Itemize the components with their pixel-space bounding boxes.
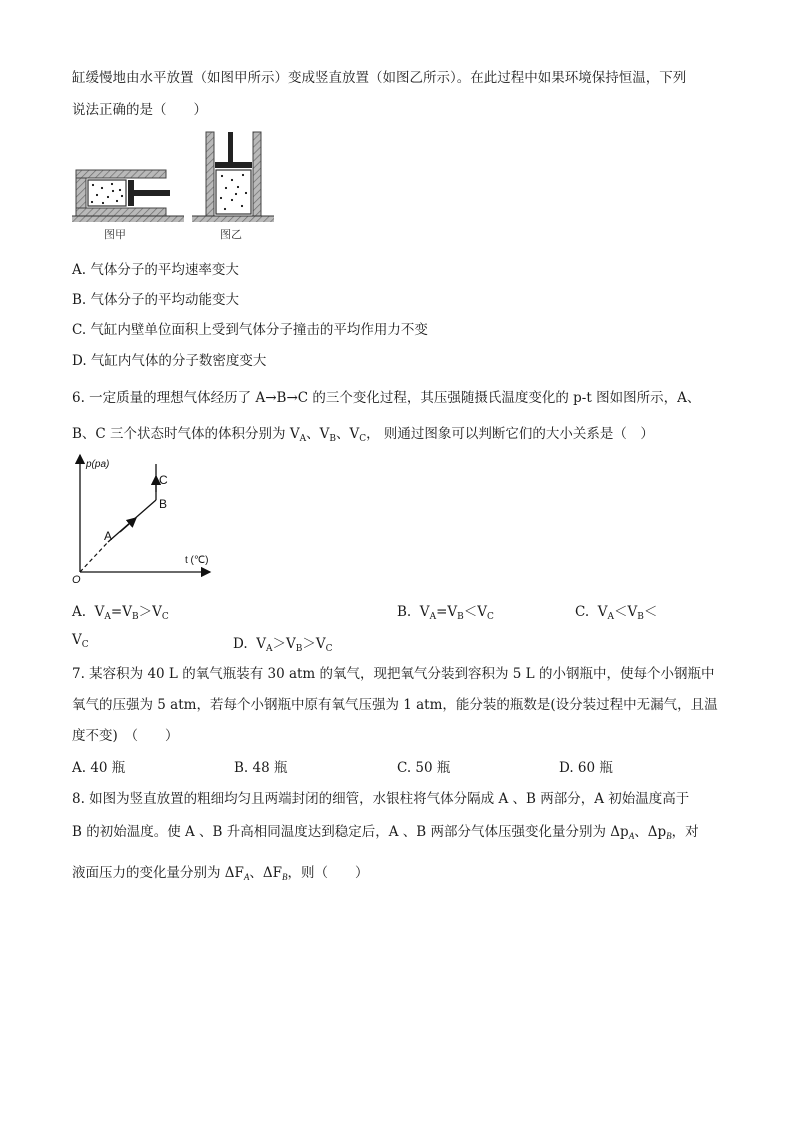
p-t-graph — [68, 450, 228, 585]
y-axis-label: p(pa) — [86, 459, 110, 470]
q6-option-d: D. $V_A>V_B>V_C$ — [233, 636, 333, 654]
q6-option-b: B. $V_A=V_B<V_C$ — [397, 604, 494, 622]
q5-option-d: D. 气缸内气体的分子数密度变大 — [72, 353, 267, 369]
q8-stem-line-3: 液面压力的变化量分别为 $\Delta F_A$、$\Delta F_B$，则（ ） — [72, 865, 369, 882]
q6-stem-line-2: B、C 三个状态时气体的体积分别为 $V_A$、$V_B$、$V_C$， 则通过图象可以判断它们的大小关系是（ ） — [72, 426, 654, 444]
q5-option-b: B. 气体分子的平均动能变大 — [72, 292, 240, 308]
q8-stem-line-3-head: 液面压力的变化量分别为 ΔF — [72, 865, 244, 881]
q7-stem-line-3: 度不变) （ ） — [72, 728, 179, 744]
q5-option-c: C. 气缸内壁单位面积上受到气体分子撞击的平均作用力不变 — [72, 322, 428, 338]
q6-option-c-continued: $V_C$ — [72, 632, 89, 650]
figure-label-right: 图乙 — [220, 229, 242, 241]
q6-option-c: C. $V_A<V_B<$ — [575, 604, 658, 622]
q7-option-d: D. 60 瓶 — [559, 760, 613, 776]
q5-stem-line-1: 缸缓慢地由水平放置（如图甲所示）变成竖直放置（如图乙所示）。在此过程中如果环境保持恒温，下列 — [72, 70, 687, 86]
point-label-c: C — [159, 473, 168, 487]
q6-stem-line-1: 6. 一定质量的理想气体经历了 A→B→C 的三个变化过程，其压强随摄氏温度变化的 p-t 图如图所示，A、 — [72, 390, 701, 406]
x-axis-label: t (℃) — [185, 555, 209, 566]
q8-stem-line-1: 8. 如图为竖直放置的粗细均匀且两端封闭的细管，水银柱将气体分隔成 A 、B 两部分，A 初始温度高于 — [72, 791, 690, 807]
q7-stem-line-1: 7. 某容积为 40 L 的氧气瓶装有 30 atm 的氧气，现把氧气分装到容积为 5 L 的小钢瓶中，使每个小钢瓶中 — [72, 666, 715, 682]
vertical-cylinder-diagram — [192, 132, 274, 222]
q5-figure — [72, 130, 280, 245]
q7-option-a: A. 40 瓶 — [72, 760, 126, 776]
point-label-b: B — [159, 497, 168, 511]
q5-option-a: A. 气体分子的平均速率变大 — [72, 262, 239, 278]
horizontal-cylinder-diagram — [72, 170, 184, 222]
point-label-a: A — [104, 529, 113, 543]
q8-stem-line-3-tail: ，则（ ） — [287, 865, 369, 881]
q7-option-c: C. 50 瓶 — [397, 760, 451, 776]
q8-stem-line-2-head: B 的初始温度。使 A 、B 升高相同温度达到稳定后，A 、B 两部分气体压强变化量分别为 Δp — [72, 824, 629, 840]
dashed-extension — [80, 542, 108, 572]
q6-stem-line-2-head: B、C 三个状态时气体的体积分别为 V — [72, 426, 300, 442]
figure-label-left: 图甲 — [104, 229, 126, 241]
q5-stem-line-2: 说法正确的是（ ） — [72, 102, 207, 118]
q7-option-b: B. 48 瓶 — [234, 760, 288, 776]
q8-stem-line-2: B 的初始温度。使 A 、B 升高相同温度达到稳定后，A 、B 两部分气体压强变化量分别为 $\Delta p_A$、$\Delta p_B$，对 — [72, 824, 699, 841]
arrow-a-b — [120, 518, 136, 532]
q7-stem-line-2: 氧气的压强为 5 atm，若每个小钢瓶中原有氧气压强为 1 atm，能分装的瓶数是(设分装过程中无漏气，且温 — [72, 697, 718, 713]
origin-label: O — [72, 574, 81, 585]
q6-stem-line-2-tail: ， 则通过图象可以判断它们的大小关系是（ ） — [366, 426, 654, 442]
q6-option-a: A. $V_A=V_B>V_C$ — [72, 604, 169, 622]
